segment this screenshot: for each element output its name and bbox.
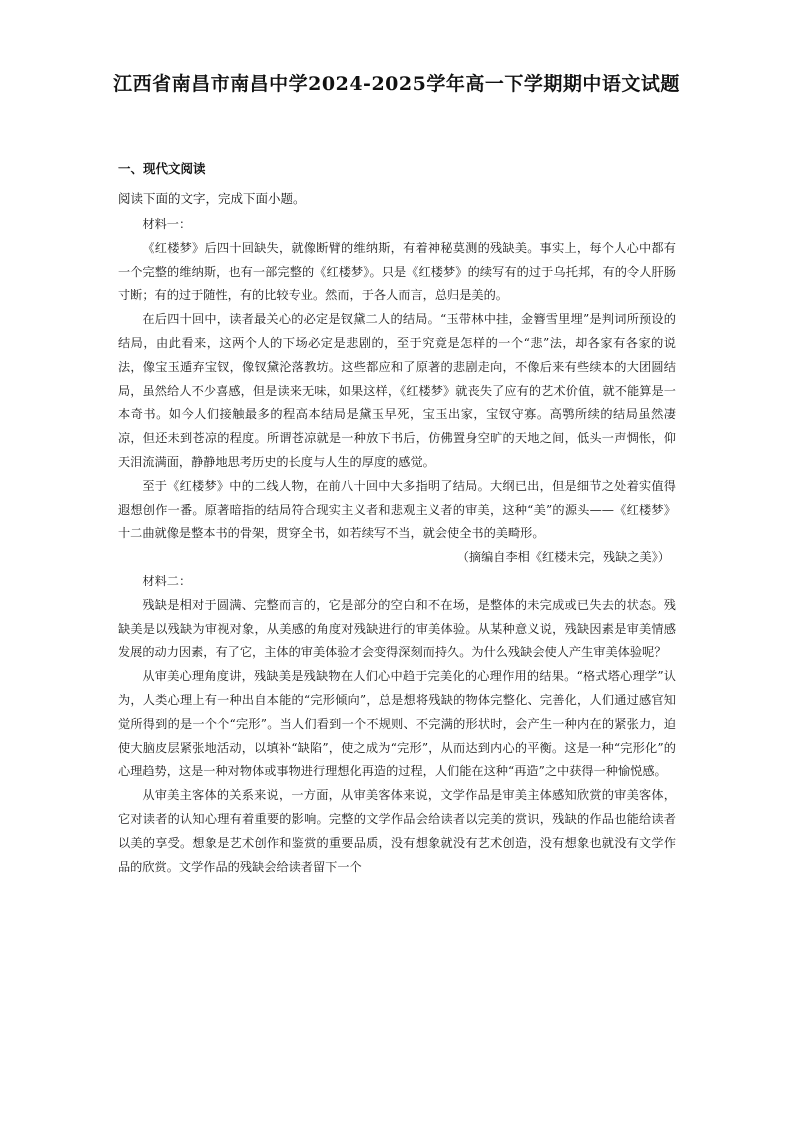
section-heading: 一、现代文阅读 xyxy=(118,161,206,176)
material-two-paragraph: 从审美心理角度讲，残缺美是残缺物在人们心中趋于完美化的心理作用的结果。“格式塔心理学”认为，人类心理上有一种出自本能的“完形倾向”，总是想将残缺的物体完整化、完善化，人们通过感官知觉所得到的是一个个“完形”。当人们看到一个不规则、不完满的形状时，会产生一种内在的紧张力，迫使大脑皮层紧张地活动，以填补“缺陷”，使之成为“完形”，从而达到内心的平衡。这是一种“完形化”的心理趋势，这是一种对物体或事物进行理想化再造的过程，人们能在这种“再造”之中获得一种愉悦感。 xyxy=(118,669,676,779)
material-one-paragraph: 至于《红楼梦》中的二线人物，在前八十回中大多指明了结局。大纲已出，但是细节之处着实值得遐想创作一番。原著暗指的结局符合现实主义者和悲观主义者的审美，这种“美”的源头——《红楼梦》十二曲就像是整本书的骨架，贯穿全书，如若续写不当，就会使全书的美畸形。 xyxy=(118,478,676,541)
material-two-paragraph: 从审美主客体的关系来说，一方面，从审美客体来说，文学作品是审美主体感知欣赏的审美客体，它对读者的认知心理有着重要的影响。完整的文学作品会给读者以完美的赏识，残缺的作品也能给读者以美的享受。想象是艺术创作和鉴赏的重要品质，没有想象就没有艺术创造，没有想象也就没有文学作品的欣赏。文学作品的残缺会给读者留下一个 xyxy=(118,788,676,874)
reading-instruction: 阅读下面的文字，完成下面小题。 xyxy=(118,191,306,206)
material-one-paragraph: 《红楼梦》后四十回缺失，就像断臂的维纳斯，有着神秘莫测的残缺美。事实上，每个人心中都有一个完整的维纳斯，也有一部完整的《红楼梦》。只是《红楼梦》的续写有的过于乌托邦，有的令人肝肠寸断；有的过于随性，有的比较专业。然而，于各人而言，总归是美的。 xyxy=(118,240,676,303)
material-one-paragraph: 在后四十回中，读者最关心的必定是钗黛二人的结局。“玉带林中挂，金簪雪里埋”是判词所预设的结局，由此看来，这两个人的下场必定是悲剧的，至于究竟是怎样的一个“悲”法，却各家有各家的说法，像宝玉遁弃宝钗，像钗黛沦落教坊。这些都应和了原著的悲剧走向，不像后来有些续本的大团圆结局，虽然给人不少喜感，但是读来无味，如果这样，《红楼梦》就丧失了应有的艺术价值，就不能算是一本奇书。如今人们接触最多的程高本结局是黛玉早死，宝玉出家，宝钗守寡。高鹗所续的结局虽然凄凉，但还未到苍凉的程度。所谓苍凉就是一种放下书后，仿佛置身空旷的天地之间，低头一声惆怅，仰天泪流满面，静静地思考历史的长度与人生的厚度的感觉。 xyxy=(118,312,676,469)
material-two-paragraph: 残缺是相对于圆满、完整而言的，它是部分的空白和不在场，是整体的未完成或已失去的状态。残缺美是以残缺为审视对象，从美感的角度对残缺进行的审美体验。从某种意义说，残缺因素是审美情感发展的动力因素，有了它，主体的审美体验才会变得深刻而持久。为什么残缺会使人产生审美体验呢？ xyxy=(118,597,676,660)
material-one-source: （摘编自李相《红楼未完，残缺之美》） xyxy=(456,550,670,565)
passage-body xyxy=(118,213,676,879)
document-title: 江西省南昌市南昌中学2024-2025学年高一下学期期中语文试题 xyxy=(113,73,680,95)
material-one-label: 材料一： xyxy=(142,217,192,231)
material-two-label: 材料二： xyxy=(142,573,192,588)
